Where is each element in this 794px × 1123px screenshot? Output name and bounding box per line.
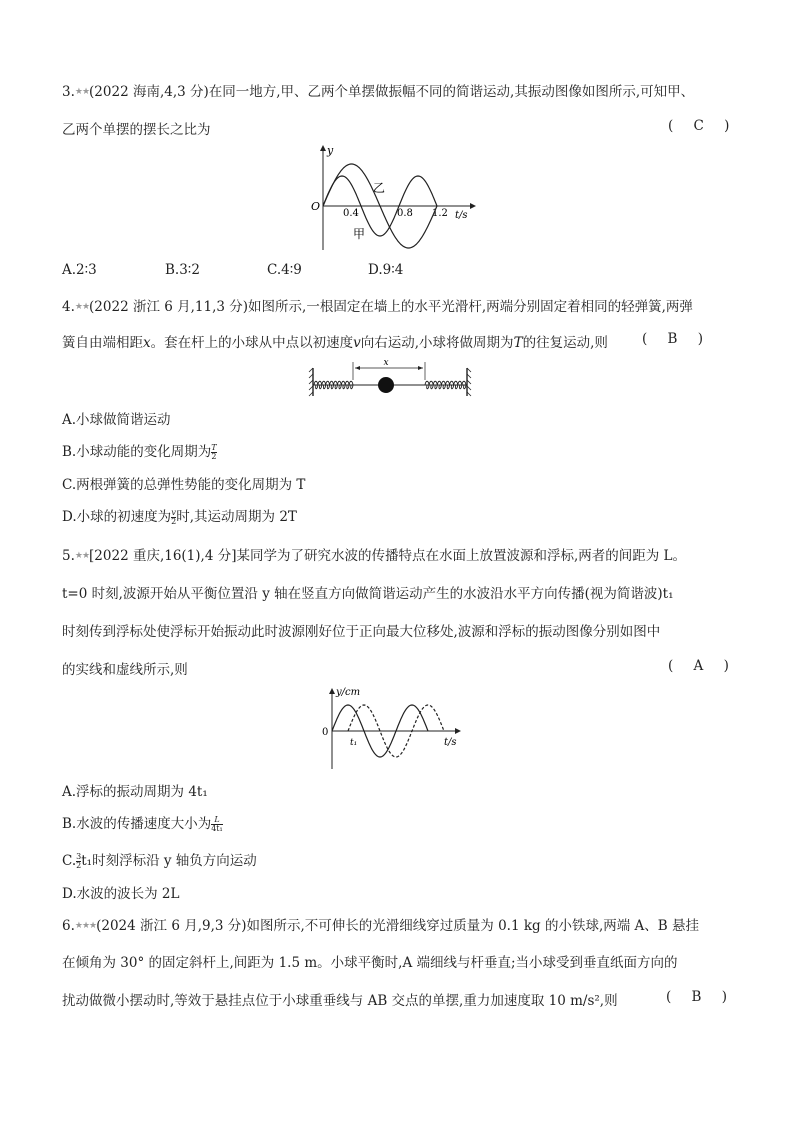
- label-yi: 乙: [373, 181, 386, 195]
- tick-0.4: 0.4: [343, 208, 359, 219]
- y-axis-label: y/cm: [336, 687, 361, 698]
- tick-0.8: 0.8: [397, 208, 413, 219]
- q5-answer: ( A ): [668, 658, 737, 674]
- t-axis-label: t/s: [444, 737, 457, 748]
- q4-option-a: A.小球做简谐运动: [62, 412, 171, 428]
- q4-option-d: D.小球的初速度为 $\frac{v}{2}$ 时,其运动周期为 2T: [62, 508, 297, 526]
- q5-wave-graph: [318, 683, 468, 773]
- difficulty-stars-icon: ★★★: [74, 921, 97, 931]
- origin-label: 0: [322, 727, 329, 738]
- y-axis-label: y: [327, 144, 334, 157]
- q4-option-c: C.两根弹簧的总弹性势能的变化周期为 T: [62, 477, 306, 493]
- t1-label: t₁: [350, 738, 358, 748]
- ball: [378, 377, 394, 393]
- q5-line2: t=0 时刻,波源开始从平衡位置沿 y 轴在竖直方向做简谐运动产生的水波沿水平方向传播(视为简谐波)t₁: [62, 586, 674, 602]
- fraction-t-over-2: $\frac{T}{2}$: [211, 443, 217, 461]
- q3-vibration-graph: [305, 142, 485, 254]
- q3-line1: 3.★★(2022 海南,4,3 分)在同一地方,甲、乙两个单摆做振幅不同的简谐运动,其振动图像如图所示,可知甲、: [62, 84, 695, 100]
- q4-spring-figure: [305, 358, 475, 398]
- tick-1.2: 1.2: [432, 208, 448, 219]
- q5-option-b: B.水波的传播速度大小为 $\frac{L}{\text{4t₁}}$: [62, 815, 223, 833]
- q3-option-b: B.3∶2: [165, 262, 200, 278]
- t-axis-label: t/s: [455, 210, 468, 221]
- q3-answer: ( C ): [668, 118, 738, 134]
- q4-line1: 4.★★(2022 浙江 6 月,11,3 分)如图所示,一根固定在墙上的水平光滑杆,两端分别固定着相同的轻弹簧,两弹: [62, 299, 693, 315]
- q5-line4: 的实线和虚线所示,则: [62, 662, 188, 678]
- q6-line2: 在倾角为 30° 的固定斜杆上,间距为 1.5 m。小球平衡时,A 端细线与杆垂直;当小球受到垂直纸面方向的: [62, 955, 678, 971]
- q3-option-c: C.4∶9: [267, 262, 302, 278]
- fraction-3-over-2: $\frac{3}{2}$: [76, 852, 82, 870]
- fraction-l-over-4t1: $\frac{L}{\text{4t₁}}$: [211, 815, 223, 833]
- origin-label: O: [311, 200, 321, 213]
- q5-option-c: C. $\frac{3}{2}$ t₁时刻浮标沿 y 轴负方向运动: [62, 852, 257, 870]
- q6-answer: ( B ): [666, 989, 736, 1005]
- q4-option-b: B.小球动能的变化周期为 $\frac{T}{2}$: [62, 443, 217, 461]
- q5-option-d: D.水波的波长为 2L: [62, 886, 180, 902]
- difficulty-stars-icon: ★★: [74, 302, 90, 312]
- q3-option-a: A.2∶3: [62, 262, 97, 278]
- difficulty-stars-icon: ★★: [74, 87, 90, 97]
- q5-line1: 5.★★[2022 重庆,16(1),4 分]某同学为了研究水波的传播特点在水面上放置波源和浮标,两者的间距为 L。: [62, 548, 687, 564]
- fraction-v-over-2: $\frac{v}{2}$: [171, 508, 177, 526]
- q6-line3: 扰动做微小摆动时,等效于悬挂点位于小球重垂线与 AB 交点的单摆,重力加速度取 10 m/s²,则: [62, 993, 618, 1009]
- q5-option-a: A.浮标的振动周期为 4t₁: [62, 784, 208, 800]
- q5-line3: 时刻传到浮标处使浮标开始振动此时波源刚好位于正向最大位移处,波源和浮标的振动图像分别如图中: [62, 624, 661, 640]
- q6-line1: 6.★★★(2024 浙江 6 月,9,3 分)如图所示,不可伸长的光滑细线穿过质量为 0.1 kg 的小铁球,两端 A、B 悬挂: [62, 918, 700, 934]
- q3-line2: 乙两个单摆的摆长之比为: [62, 122, 211, 138]
- difficulty-stars-icon: ★★: [74, 551, 90, 561]
- q4-answer: ( B ): [642, 331, 712, 347]
- q3-option-d: D.9∶4: [368, 262, 404, 278]
- label-jia: 甲: [353, 227, 366, 241]
- right-spring: [425, 381, 466, 389]
- dimension-label-x: x: [383, 358, 389, 368]
- q3-number: 3.: [62, 84, 75, 100]
- q4-line2: 簧自由端相距x。套在杆上的小球从中点以初速度v向右运动,小球将做周期为T的往复运动,则: [62, 335, 608, 351]
